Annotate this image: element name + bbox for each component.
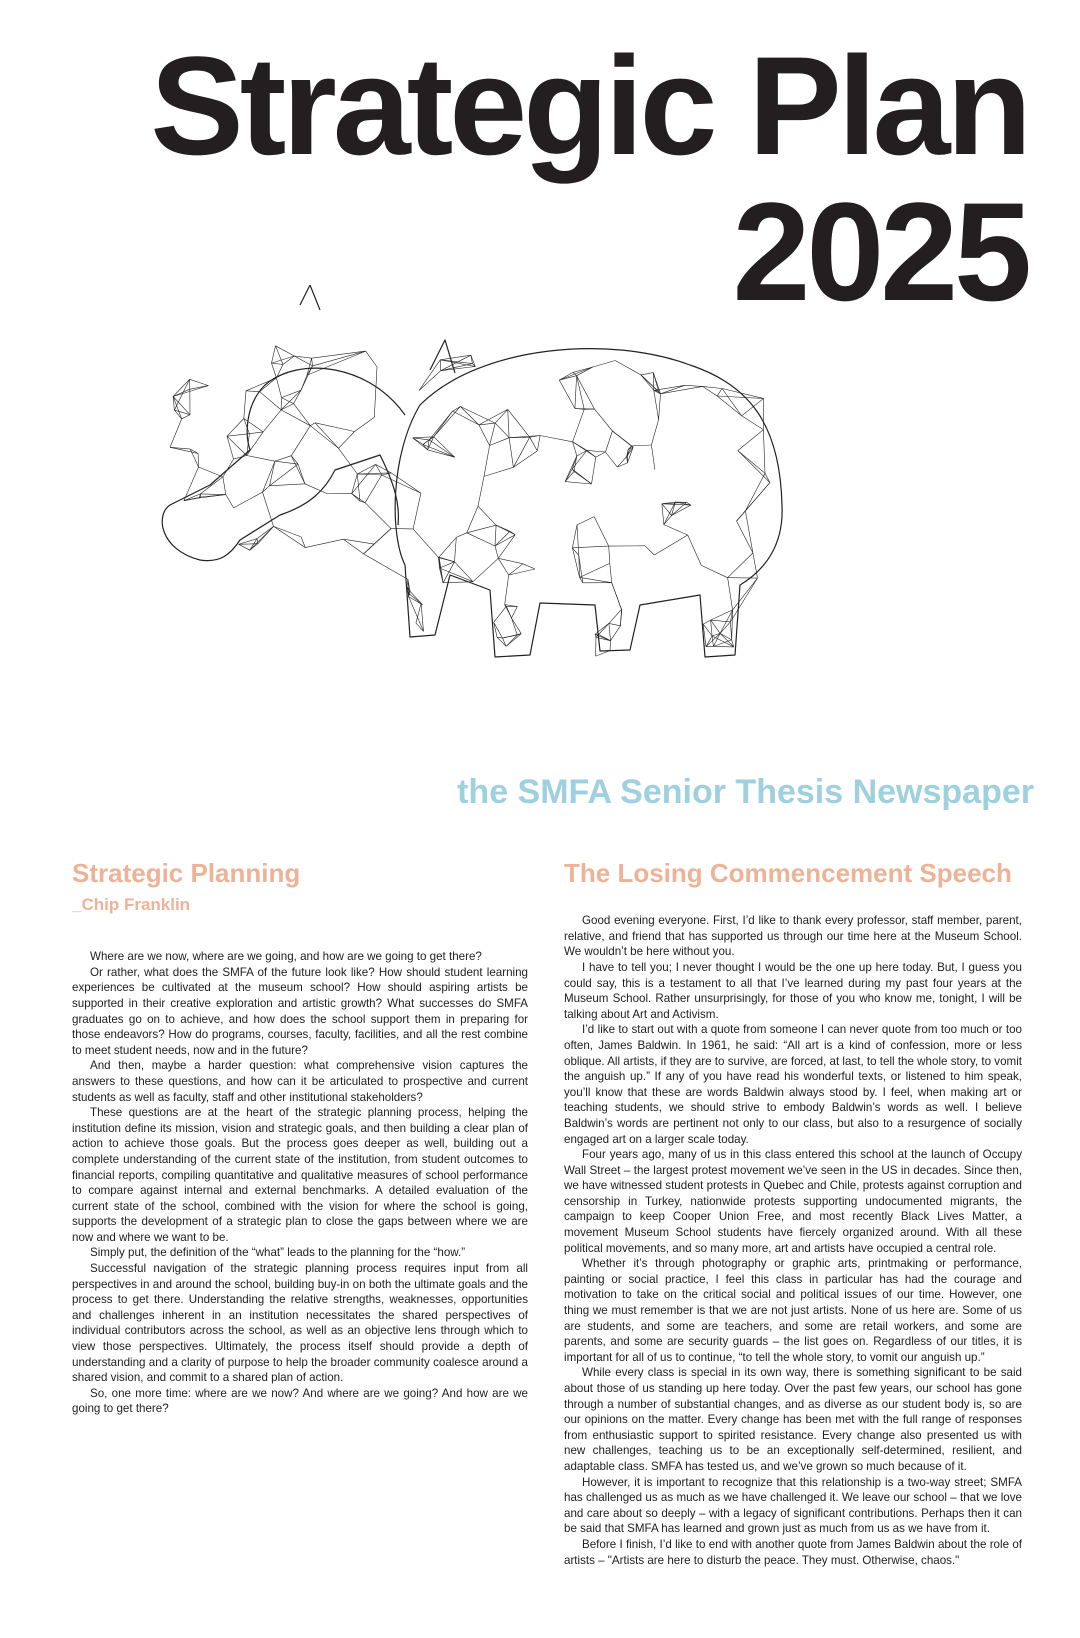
title-line-2: 2025 [732,173,1028,330]
article-left-body [72,949,528,1417]
paragraph: Good evening everyone. First, I’d like to thank every professor, staff member, parent, relative, and friend that has supported us through our time here at the Museum School. We wouldn’t be here without you. [564,914,1022,959]
wireframe-hippo-icon [150,285,840,735]
paragraph: I’d like to start out with a quote from someone I can never quote from too much or too often, James Baldwin. In 1961, he said: “All art is a kind of confession, more or less oblique. All artists, if they are to survive, are forced, at last, to tell the whole story, to vomit the anguish up.” If any of you have read his wonderful texts, or listened to him speak, you’ll know that these are words Baldwin always stood by. I feel, when making art or teaching students, we should strive to embody Baldwin’s words as well. I believe Baldwin’s words are pertinent not only to our class, but also to a resurgence of socially engaged art on a larger scale today. [564,1023,1022,1146]
paragraph: Or rather, what does the SMFA of the future look like? How should student learning experiences be cultivated at the museum school? How should aspiring artists be supported in their creative exploration and artistic growth? What successes do SMFA graduates go on to achieve, and how does the school support them in preparing for those endeavors? How do programs, courses, faculty, facilities, and all the rest combine to meet student needs, now and in the future? [72,965,528,1057]
article-right-headline: The Losing Commencement Speech [564,858,1012,888]
paragraph: And then, maybe a harder question: what comprehensive vision captures the answers to these questions, and how can it be articulated to prospective and current students as well as faculty, staff and other institutional stakeholders? [72,1059,528,1104]
newspaper-subtitle: the SMFA Senior Thesis Newspaper [457,773,1034,811]
article-right-body [564,913,1022,1568]
paragraph: I have to tell you; I never thought I would be the one up here today. But, I guess you could say, this is a testament to all that I’ve learned during my past four years at the Museum School. Rather unsurprisingly, for those of you who know me, tonight, I will be talking about Art and Activism. [564,960,1022,1021]
article-left-byline: _Chip Franklin [72,895,191,915]
paragraph: Whether it’s through photography or graphic arts, printmaking or performance, painting or social practice, I feel this class in particular has had the courage and motivation to take on the critical social and political issues of our time. However, one thing we must remember is that we are not just artists. None of us here are. Some of us are students, and some are teachers, and some are retail workers, and some are parents, and some are security guards – the list goes on. Regardless of our titles, it is important for all of us to continue, “to tell the whole story, to vomit our anguish up.” [564,1257,1022,1364]
paragraph: Four years ago, many of us in this class entered this school at the launch of Occupy Wall Street – the largest protest movement we’ve seen in the US in decades. Since then, we have witnessed student protests in Quebec and Chile, protests against corruption and censorship in Turkey, nationwide protests supporting undocumented migrants, the campaign to keep Cooper Union Free, and most recently Black Lives Matter, a movement Museum School students have fiercely organized around. With all these political movements, and so many more, art and artists have occupied a central role. [564,1148,1022,1255]
article-commencement-speech [564,858,1022,1568]
article-strategic-planning [72,858,528,1417]
paragraph: Where are we now, where are we going, and how are we going to get there? [90,950,482,964]
paragraph: Simply put, the definition of the “what” leads to the planning for the “how.” [90,1246,466,1260]
article-left-headline: Strategic Planning [72,858,301,888]
paragraph: Before I finish, I’d like to end with another quote from James Baldwin about the role of artists – "Artists are here to disturb the peace. They must. Otherwise, chaos." [564,1537,1022,1567]
paragraph: These questions are at the heart of the strategic planning process, helping the institution define its mission, vision and strategic goals, and then building a clear plan of action to achieve those goals. But the process goes deeper as well, building out a complete understanding of the current state of the institution, from student outcomes to financial reports, compiling quantitative and qualitative measures of school performance to compare against internal and external benchmarks. A detailed evaluation of the current state of the school, combined with the vision for where the school is going, supports the development of a strategic plan to close the gaps between where we are now and where we want to be. [72,1106,528,1244]
paragraph: Successful navigation of the strategic planning process requires input from all perspectives in and around the school, building buy-in on both the ultimate goals and the process to get there. Understanding the relative strengths, weaknesses, opportunities and challenges inherent in an institution necessitates the shared perspectives of individual contributors across the school, as well as an objective lens through which to view those perspectives. Ultimately, the process itself should provide a depth of understanding and a clarity of purpose to help the broader community coalesce around a shared vision, and commit to a shared plan of action. [72,1262,528,1385]
paragraph: While every class is special in its own way, there is something significant to be said about those of us standing up here today. Over the past few years, our school has gone through a number of substantial changes, and as diverse as our student body is, so are our opinions on the matter. Every change has been met with the full range of responses from enthusiastic support to spirited resistance. Every change also presented us with new challenges, teaching us to be an exceptionally self-determined, resilient, and adaptable class. SMFA has tested us, and we’ve grown so much because of it. [564,1366,1022,1473]
title-line-1: Strategic Plan [150,27,1028,184]
paragraph: So, one more time: where are we now? And where are we going? And how are we going to get there? [72,1386,528,1416]
paragraph: However, it is important to recognize that this relationship is a two-way street; SMFA has challenged us as much as we have challenged it. We leave our school – that we love and care about so deeply – with a legacy of significant contributions. Perhaps then it can be said that SMFA has learned and grown just as much from us as we have from it. [564,1475,1022,1536]
